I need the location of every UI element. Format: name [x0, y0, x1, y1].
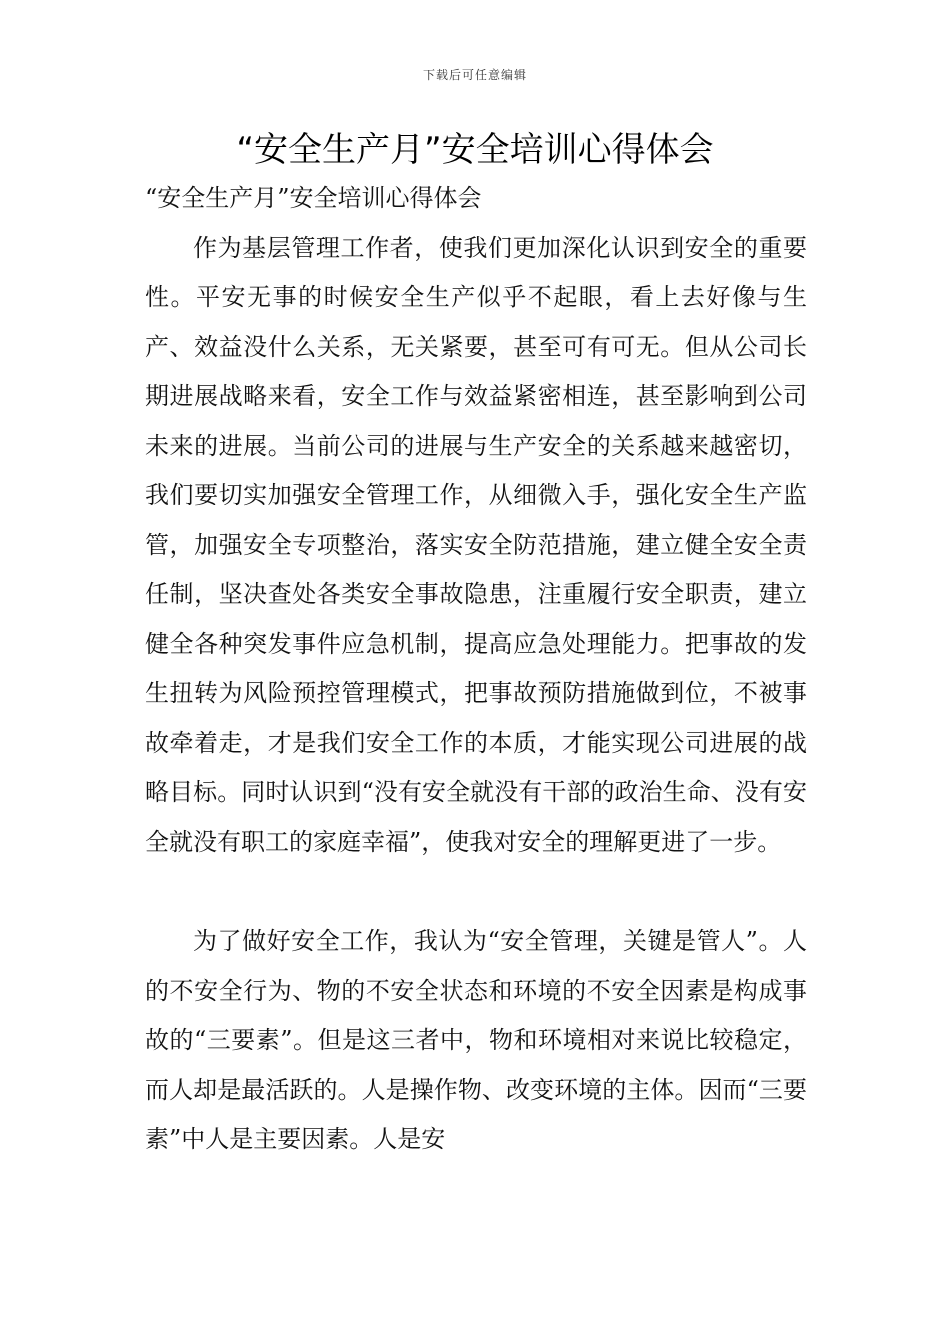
document-body	[145, 174, 807, 1165]
header-note: 下载后可任意编辑	[422, 68, 527, 82]
document-subtitle: “安全生产月”安全培训心得体会	[145, 184, 482, 212]
document-title: “安全生产月”安全培训心得体会	[236, 130, 714, 170]
body-paragraph: 作为基层管理工作者，使我们更加深化认识到安全的重要性。平安无事的时候安全生产似乎不起眼，看上去好像与生产、效益没什么关系，无关紧要，甚至可有可无。但从公司长期进展战略来看，安全工作与效益紧密相连，甚至影响到公司未来的进展。当前公司的进展与生产安全的关系越来越密切，我们要切实加强安全管理工作，从细微入手，强化安全生产监管，加强安全专项整治，落实安全防范措施，建立健全安全责任制，坚决查处各类安全事故隐患，注重履行安全职责，建立健全各种突发事件应急机制，提高应急处理能力。把事故的发生扭转为风险预控管理模式，把事故预防措施做到位，不被事故牵着走，才是我们安全工作的本质，才能实现公司进展的战略目标。同时认识到“没有安全就没有干部的政治生命、没有安全就没有职工的家庭幸福”，使我对安全的理解更进了一步。	[145, 233, 807, 856]
body-paragraph: 为了做好安全工作，我认为“安全管理，关键是管人”。人的不安全行为、物的不安全状态和环境的不安全因素是构成事故的“三要素”。但是这三者中，物和环境相对来说比较稳定，而人却是最活跃的。人是操作物、改变环境的主体。因而“三要素”中人是主要因素。人是安	[145, 927, 807, 1153]
